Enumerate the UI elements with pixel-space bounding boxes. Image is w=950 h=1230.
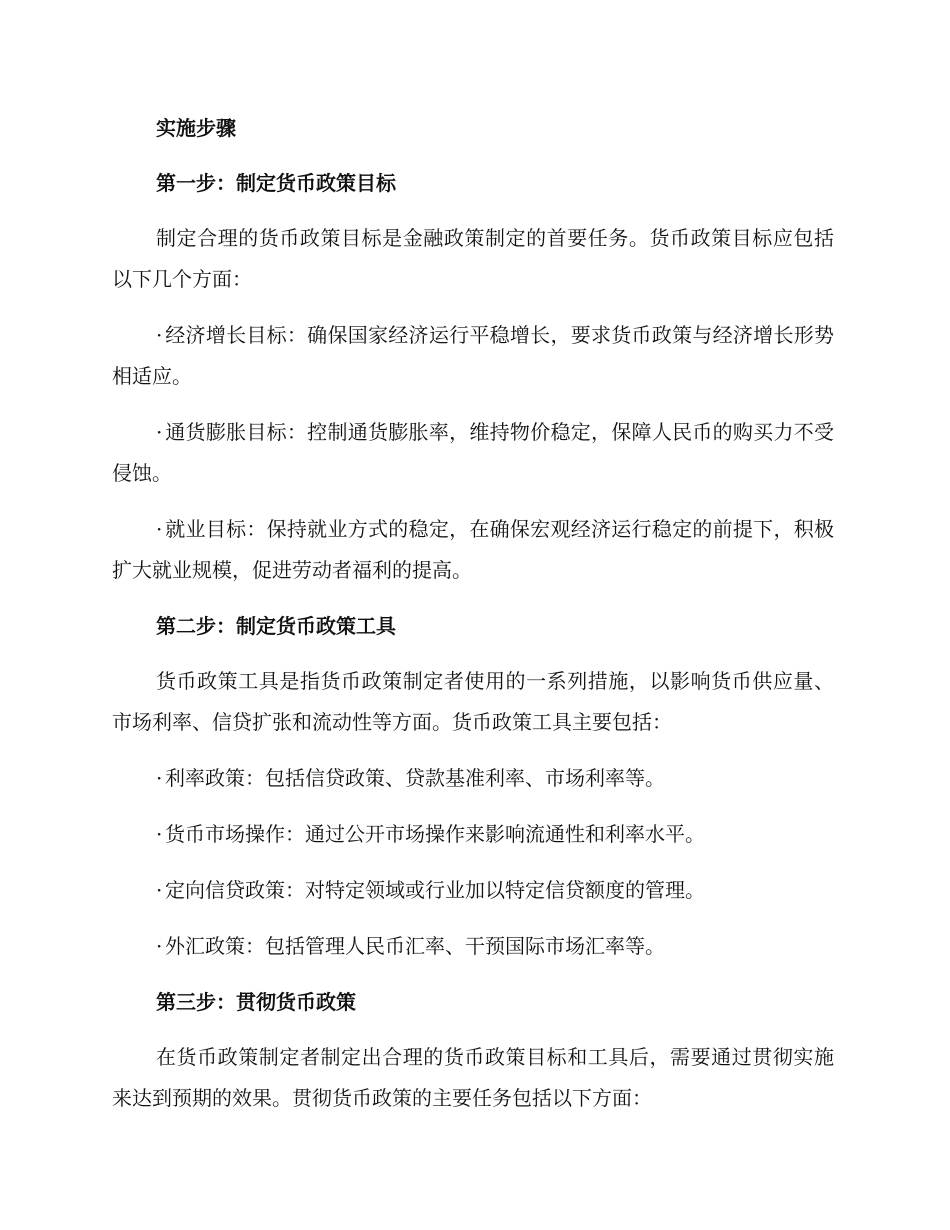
bullet-text: 通货膨胀目标：控制通货膨胀率，维持物价稳定，保障人民币的购买力不受侵蚀。 bbox=[112, 420, 834, 485]
step1-intro: 制定合理的货币政策目标是金融政策制定的首要任务。货币政策目标应包括以下几个方面： bbox=[112, 226, 834, 291]
bullet-dot: · bbox=[156, 517, 163, 541]
step2-bullet-item bbox=[112, 926, 834, 967]
step1-bullet-item bbox=[112, 509, 834, 591]
step1-heading: 第一步：制定货币政策目标 bbox=[156, 171, 396, 195]
step2-bullet-item bbox=[112, 758, 834, 799]
step2-intro: 货币政策工具是指货币政策制定者使用的一系列措施，以影响货币供应量、市场利率、信贷扩张和流动性等方面。货币政策工具主要包括： bbox=[112, 669, 834, 734]
step1-bullet-item bbox=[112, 315, 834, 397]
step2-heading: 第二步：制定货币政策工具 bbox=[156, 614, 396, 638]
bullet-text: 经济增长目标：确保国家经济运行平稳增长，要求货币政策与经济增长形势相适应。 bbox=[112, 323, 834, 388]
bullet-text: 货币市场操作：通过公开市场操作来影响流通性和利率水平。 bbox=[165, 822, 705, 846]
bullet-dot: · bbox=[156, 878, 163, 902]
step1-bullet-item bbox=[112, 412, 834, 494]
bullet-dot: · bbox=[156, 934, 163, 958]
bullet-dot: · bbox=[156, 420, 163, 444]
step2-bullet-item bbox=[112, 870, 834, 911]
bullet-text: 外汇政策：包括管理人民币汇率、干预国际市场汇率等。 bbox=[165, 934, 665, 958]
step3-heading: 第三步：贯彻货币政策 bbox=[156, 990, 356, 1014]
bullet-dot: · bbox=[156, 822, 163, 846]
step2-bullet-item bbox=[112, 814, 834, 855]
bullet-dot: · bbox=[156, 323, 163, 347]
step3-intro: 在货币政策制定者制定出合理的货币政策目标和工具后，需要通过贯彻实施来达到预期的效果。贯彻货币政策的主要任务包括以下方面： bbox=[112, 1045, 834, 1110]
document-page bbox=[112, 108, 834, 1134]
section-title: 实施步骤 bbox=[156, 116, 236, 140]
bullet-dot: · bbox=[156, 766, 163, 790]
bullet-text: 利率政策：包括信贷政策、贷款基准利率、市场利率等。 bbox=[165, 766, 665, 790]
bullet-text: 定向信贷政策：对特定领域或行业加以特定信贷额度的管理。 bbox=[165, 878, 705, 902]
bullet-text: 就业目标：保持就业方式的稳定，在确保宏观经济运行稳定的前提下，积极扩大就业规模，促进劳动者福利的提高。 bbox=[112, 517, 834, 582]
